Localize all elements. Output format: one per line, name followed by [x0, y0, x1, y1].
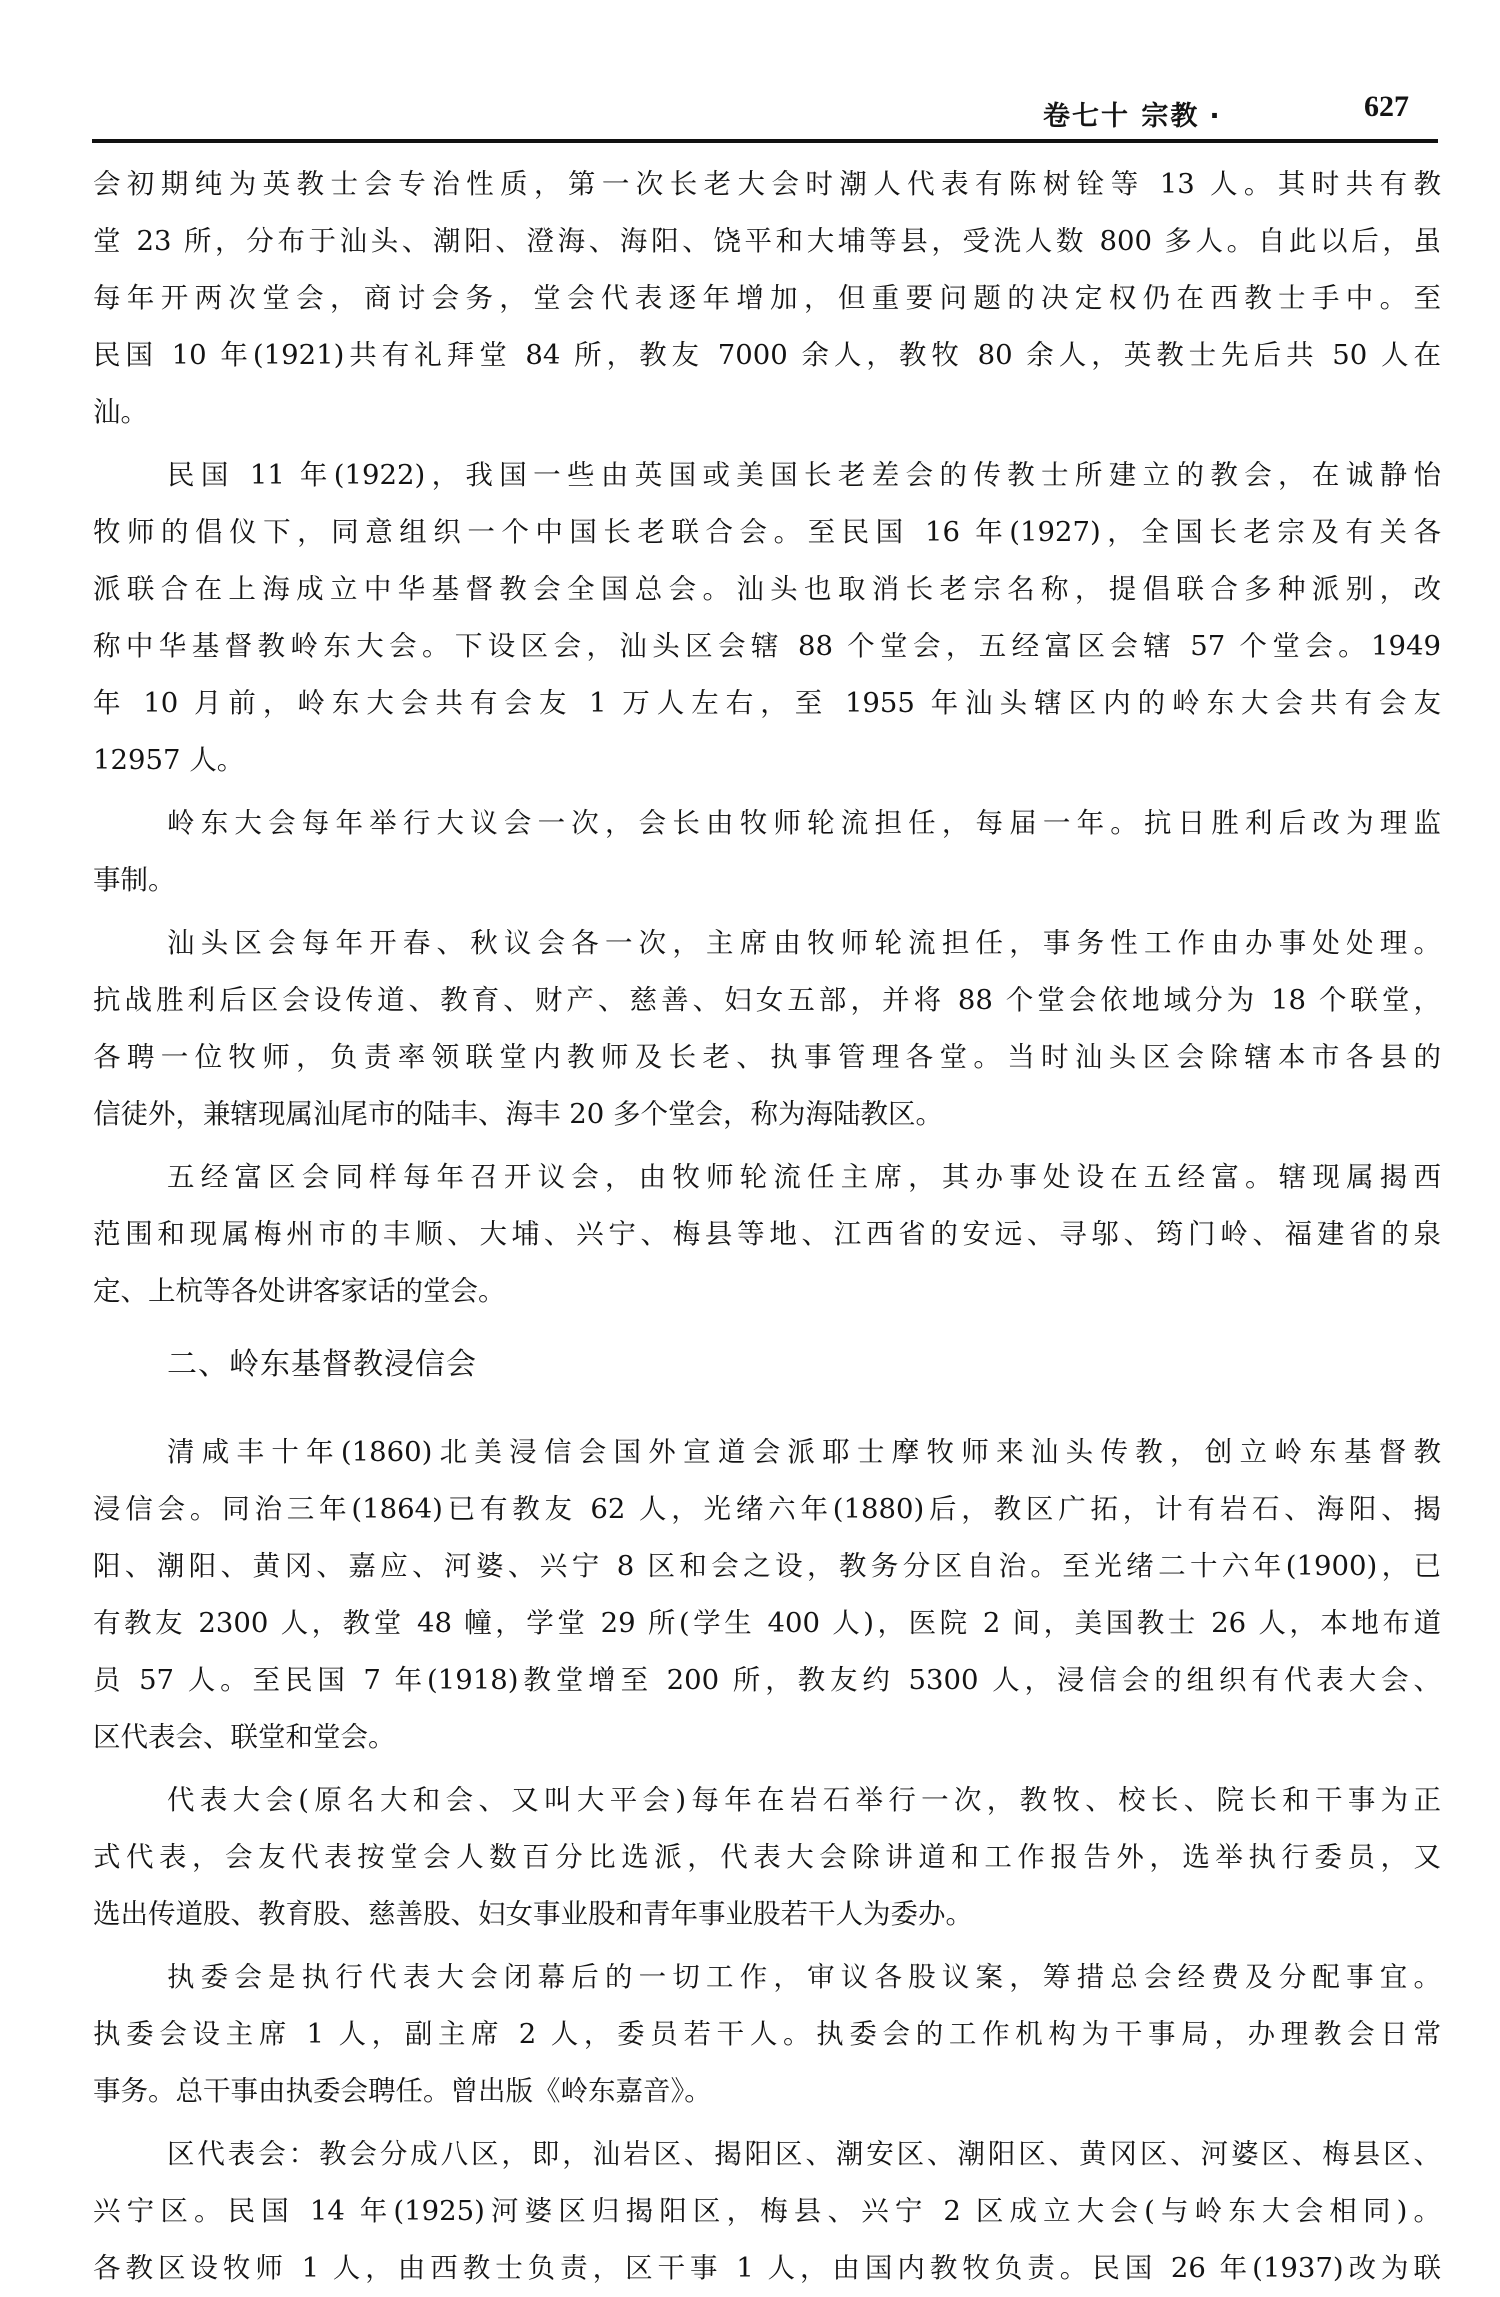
- text-line: 汕。: [93, 396, 148, 428]
- paragraph: [93, 1772, 1441, 1943]
- text-line: 浸信会。同治三年(1864)已有教友 62 人，光绪六年(1880)后，教区广拓，计有岩石、海阳、揭: [93, 1493, 1441, 1525]
- text-line: 事务。总干事由执委会聘任。曾出版《岭东嘉音》。: [93, 2075, 712, 2107]
- text-line: 汕头区会每年开春、秋议会各一次，主席由牧师轮流担任，事务性工作由办事处处理。: [167, 927, 1441, 959]
- paragraph: [93, 156, 1441, 441]
- text-line: 各聘一位牧师，负责率领联堂内教师及长老、执事管理各堂。当时汕头区会除辖本市各县的: [93, 1041, 1441, 1073]
- body-text: [93, 156, 1441, 2297]
- page-number: 627: [1364, 90, 1409, 123]
- text-line: 民国 11 年(1922)，我国一些由英国或美国长老差会的传教士所建立的教会，在诚静怡: [167, 459, 1441, 491]
- text-line: 民国 10 年(1921)共有礼拜堂 84 所，教友 7000 余人，教牧 80 余人，英教士先后共 50 人在: [93, 339, 1441, 371]
- running-title: 卷七十 宗教: [1043, 101, 1200, 132]
- text-line: 抗战胜利后区会设传道、教育、财产、慈善、妇女五部，并将 88 个堂会依地域分为 18 个联堂，: [93, 984, 1441, 1016]
- paragraph: [93, 795, 1441, 909]
- text-line: 事制。: [93, 864, 176, 896]
- text-line: 定、上杭等各处讲客家话的堂会。: [93, 1275, 506, 1307]
- text-line: 阳、潮阳、黄冈、嘉应、河婆、兴宁 8 区和会之设，教务分区自治。至光绪二十六年(1900)，已: [93, 1550, 1441, 1582]
- text-line: 清咸丰十年(1860)北美浸信会国外宣道会派耶士摩牧师来汕头传教，创立岭东基督教: [167, 1436, 1441, 1468]
- header-bullet: ·: [1209, 101, 1222, 132]
- paragraph: [93, 1949, 1441, 2120]
- text-line: 选出传道股、教育股、慈善股、妇女事业股和青年事业股若干人为委办。: [93, 1898, 973, 1930]
- text-line: 有教友 2300 人，教堂 48 幢，学堂 29 所(学生 400 人)，医院 2 间，美国教士 26 人，本地布道: [93, 1607, 1441, 1639]
- text-line: 堂 23 所，分布于汕头、潮阳、澄海、海阳、饶平和大埔等县，受洗人数 800 多人。自此以后，虽: [93, 225, 1441, 257]
- text-line: 12957 人。: [93, 744, 245, 776]
- paragraph: [93, 1149, 1441, 1320]
- text-line: 执委会设主席 1 人，副主席 2 人，委员若干人。执委会的工作机构为干事局，办理教会日常: [93, 2018, 1441, 2050]
- running-head: [1043, 94, 1232, 133]
- text-line: 信徒外，兼辖现属汕尾市的陆丰、海丰 20 多个堂会，称为海陆教区。: [93, 1098, 943, 1130]
- paragraph: [93, 1424, 1441, 1766]
- paragraph: [93, 2126, 1441, 2297]
- text-line: 兴宁区。民国 14 年(1925)河婆区归揭阳区，梅县、兴宁 2 区成立大会(与岭东大会相同)。: [93, 2195, 1441, 2227]
- text-line: 范围和现属梅州市的丰顺、大埔、兴宁、梅县等地、江西省的安远、寻邬、筠门岭、福建省的泉: [93, 1218, 1441, 1250]
- text-line: 区代表会、联堂和堂会。: [93, 1721, 396, 1753]
- text-line: 岭东大会每年举行大议会一次，会长由牧师轮流担任，每届一年。抗日胜利后改为理监: [167, 807, 1441, 839]
- text-line: 员 57 人。至民国 7 年(1918)教堂增至 200 所，教友约 5300 人，浸信会的组织有代表大会、: [93, 1664, 1441, 1696]
- text-line: 执委会是执行代表大会闭幕后的一切工作，审议各股议案，筹措总会经费及分配事宜。: [167, 1961, 1441, 1993]
- text-line: 称中华基督教岭东大会。下设区会，汕头区会辖 88 个堂会，五经富区会辖 57 个堂会。1949: [93, 630, 1441, 662]
- section-heading: 二、岭东基督教浸信会: [167, 1347, 477, 1382]
- header-rule: [92, 139, 1438, 143]
- text-line: 牧师的倡仪下，同意组织一个中国长老联合会。至民国 16 年(1927)，全国长老宗及有关各: [93, 516, 1441, 548]
- text-line: 各教区设牧师 1 人，由西教士负责，区干事 1 人，由国内教牧负责。民国 26 年(1937)改为联: [93, 2252, 1441, 2284]
- text-line: 区代表会：教会分成八区，即，汕岩区、揭阳区、潮安区、潮阳区、黄冈区、河婆区、梅县区、: [167, 2138, 1441, 2170]
- text-line: 会初期纯为英教士会专治性质，第一次长老大会时潮人代表有陈树铨等 13 人。其时共有教: [93, 168, 1441, 200]
- text-line: 年 10 月前，岭东大会共有会友 1 万人左右，至 1955 年汕头辖区内的岭东大会共有会友: [93, 687, 1441, 719]
- paragraph: [93, 447, 1441, 789]
- text-line: 代表大会(原名大和会、又叫大平会)每年在岩石举行一次，教牧、校长、院长和干事为正: [167, 1784, 1441, 1816]
- text-line: 五经富区会同样每年召开议会，由牧师轮流任主席，其办事处设在五经富。辖现属揭西: [167, 1161, 1441, 1193]
- paragraph: [93, 915, 1441, 1143]
- text-line: 式代表，会友代表按堂会人数百分比选派，代表大会除讲道和工作报告外，选举执行委员，又: [93, 1841, 1441, 1873]
- text-line: 派联合在上海成立中华基督教会全国总会。汕头也取消长老宗名称，提倡联合多种派别，改: [93, 573, 1441, 605]
- text-line: 每年开两次堂会，商讨会务，堂会代表逐年增加，但重要问题的决定权仍在西教士手中。至: [93, 282, 1441, 314]
